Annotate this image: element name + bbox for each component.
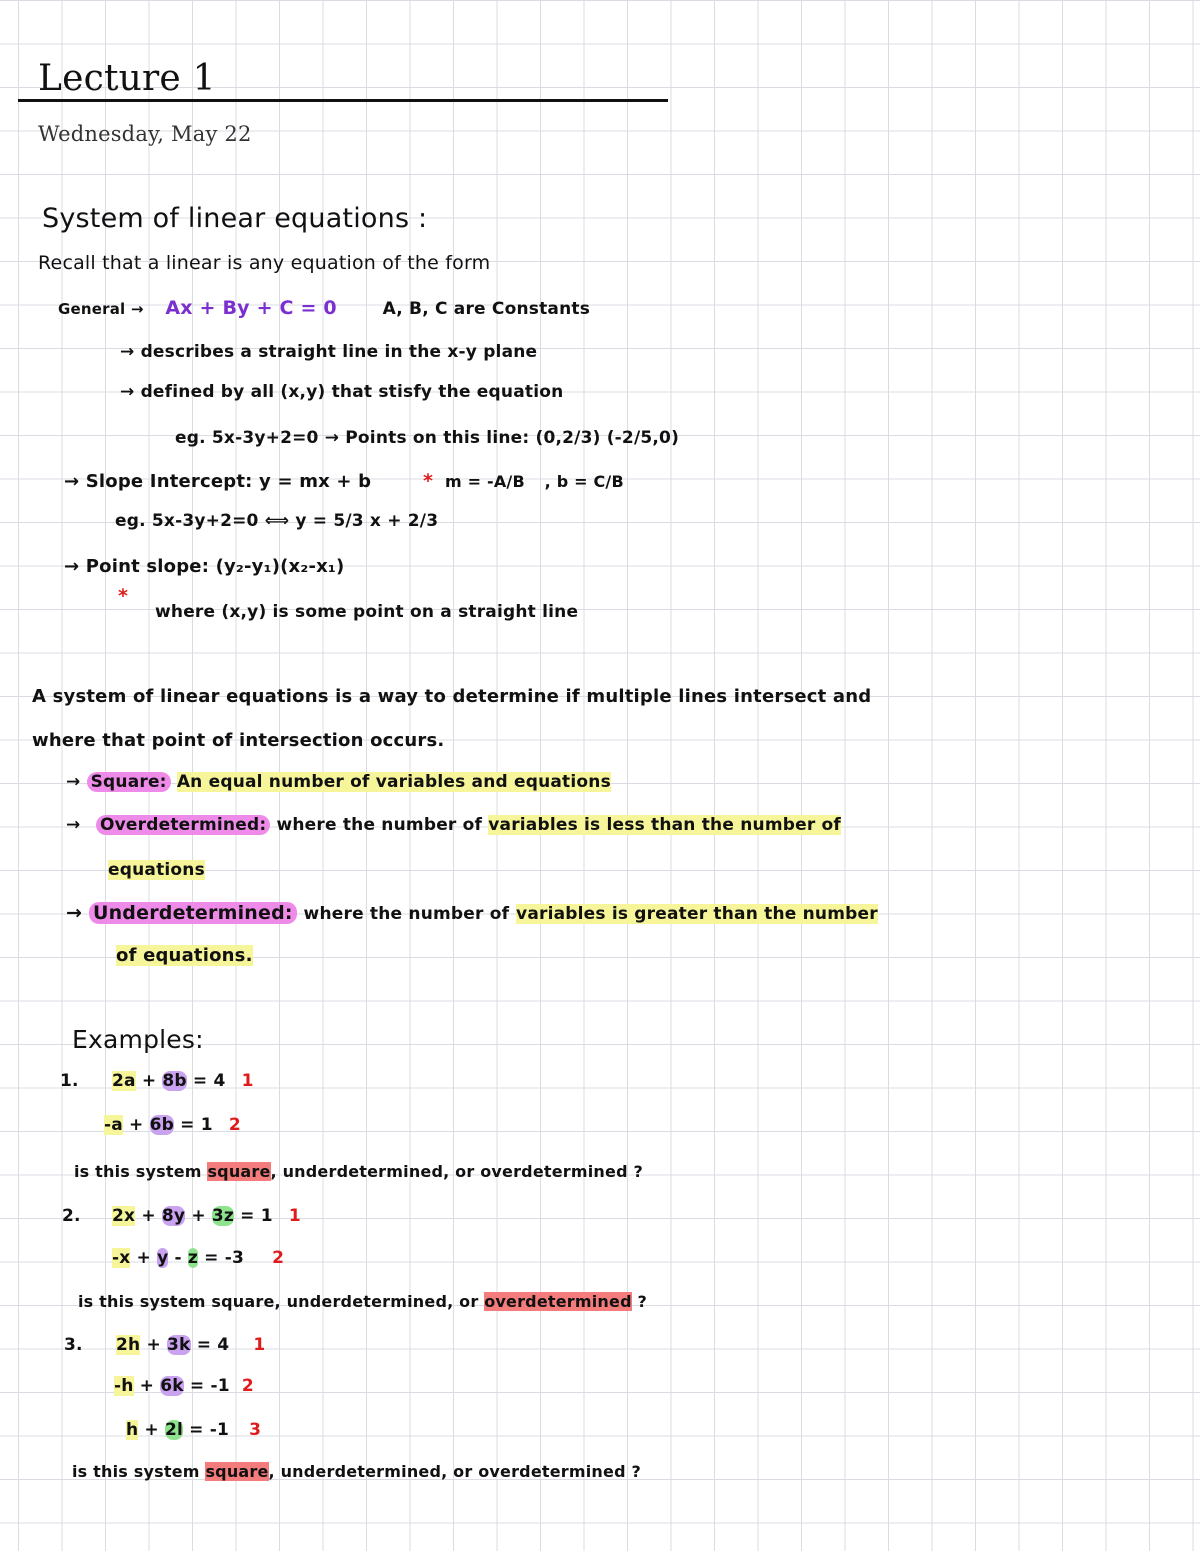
arrow-icon: → <box>66 902 83 924</box>
term: 2l <box>165 1420 184 1440</box>
operator: - <box>168 1248 188 1268</box>
example-2-number: 2. <box>62 1206 81 1226</box>
equation-tag: 3 <box>249 1420 262 1440</box>
general-form-line <box>58 297 590 319</box>
example-2-question <box>78 1292 647 1311</box>
operator: + <box>135 1071 163 1091</box>
example-3-eq-2 <box>114 1376 254 1396</box>
rhs: = -3 <box>198 1248 244 1268</box>
example-3-eq-1 <box>116 1335 265 1355</box>
equation-tag: 2 <box>272 1248 285 1268</box>
where-line: where (x,y) is some point on a straight line <box>155 602 579 622</box>
term: 2x <box>112 1206 136 1226</box>
example-3-number: 3. <box>64 1335 83 1355</box>
overdetermined-label-text: Overdetermined: <box>96 815 270 835</box>
square-definition <box>66 772 611 792</box>
slope-intercept-line <box>64 470 624 492</box>
example-3-eq-3 <box>126 1420 261 1440</box>
rhs: = 1 <box>174 1115 213 1135</box>
term: -x <box>112 1248 131 1268</box>
example-2-eq-2 <box>112 1248 284 1268</box>
equation-tag: 2 <box>228 1115 241 1135</box>
recall-line: Recall that a linear is any equation of the form <box>38 252 491 274</box>
operator: + <box>185 1206 212 1226</box>
example-slope-line: eg. 5x-3y+2=0 ⟺ y = 5/3 x + 2/3 <box>115 511 439 531</box>
underdetermined-text-c: of equations. <box>116 945 253 966</box>
question-text: ? <box>631 1292 647 1311</box>
overdetermined-text-a: where the number of <box>276 815 483 835</box>
rhs: = 4 <box>190 1335 230 1355</box>
answer-highlight: square <box>207 1162 271 1181</box>
term: 8y <box>161 1206 186 1226</box>
underdetermined-text-b: variables is greater than the number <box>516 904 878 924</box>
term: 2a <box>112 1071 136 1091</box>
examples-heading: Examples: <box>72 1025 204 1054</box>
equation-tag: 1 <box>288 1206 301 1226</box>
system-intro-line-1: A system of linear equations is a way to determine if multiple lines intersect and <box>32 686 872 707</box>
underdetermined-label: Underdetermined: <box>89 902 297 924</box>
example-1-eq-1 <box>112 1071 254 1091</box>
underdetermined-definition <box>66 902 878 924</box>
term: -h <box>114 1376 134 1396</box>
square-label: Square: <box>87 772 171 792</box>
equation-tag: 1 <box>241 1071 254 1091</box>
term: 3z <box>211 1206 235 1226</box>
term: z <box>187 1248 199 1268</box>
term: 6b <box>149 1115 175 1135</box>
title-underline <box>18 99 668 102</box>
term: -a <box>104 1115 123 1135</box>
arrow-icon: → <box>66 815 81 835</box>
square-text: An equal number of variables and equations <box>176 772 611 792</box>
constants-note: A, B, C are Constants <box>382 299 591 319</box>
equation-tag: 1 <box>253 1335 266 1355</box>
answer-highlight: square <box>205 1462 269 1481</box>
general-label: General → <box>58 300 144 318</box>
example-1-question <box>74 1162 643 1181</box>
example-points-line: eg. 5x-3y+2=0 → Points on this line: (0,2/3) (-2/5,0) <box>175 428 680 448</box>
term: y <box>157 1248 169 1268</box>
b-formula: , b = C/B <box>544 472 624 491</box>
overdetermined-line <box>96 815 841 835</box>
point-slope-line: → Point slope: (y₂-y₁)(x₂-x₁) <box>64 556 345 577</box>
question-text: is this system square, underdetermined, or <box>78 1292 479 1311</box>
m-formula: m = -A/B <box>444 472 525 491</box>
question-text: is this system <box>74 1162 202 1181</box>
rhs: = 4 <box>186 1071 226 1091</box>
operator: + <box>140 1335 168 1355</box>
example-2-eq-1 <box>112 1206 301 1226</box>
rhs: = 1 <box>234 1206 273 1226</box>
page-title: Lecture 1 <box>38 58 216 99</box>
rhs: = -1 <box>183 1376 230 1396</box>
page-date: Wednesday, May 22 <box>38 122 252 146</box>
star-icon: * <box>423 470 434 492</box>
section-heading-systems: System of linear equations : <box>42 203 428 234</box>
operator: + <box>138 1420 165 1440</box>
example-1-eq-2 <box>104 1115 241 1135</box>
slope-intercept-text: → Slope Intercept: y = mx + b <box>64 471 372 492</box>
defined-line: → defined by all (x,y) that stisfy the equation <box>120 382 564 402</box>
operator: + <box>133 1376 161 1396</box>
underdetermined-text-a: where the number of <box>303 904 510 924</box>
operator: + <box>135 1206 162 1226</box>
question-text: is this system <box>72 1462 200 1481</box>
example-1-number: 1. <box>60 1071 79 1091</box>
question-text: , underdetermined, or overdetermined ? <box>270 1162 643 1181</box>
arrow-icon: → <box>66 772 81 792</box>
term: 8b <box>162 1071 187 1091</box>
term: 3k <box>167 1335 191 1355</box>
question-text: , underdetermined, or overdetermined ? <box>268 1462 641 1481</box>
star-icon: * <box>118 585 129 607</box>
overdetermined-text-c: equations <box>108 860 205 880</box>
answer-highlight: overdetermined <box>484 1292 632 1311</box>
system-intro-line-2: where that point of intersection occurs. <box>32 730 445 751</box>
operator: + <box>130 1248 158 1268</box>
term: 6k <box>160 1376 184 1396</box>
overdetermined-text-b: variables is less than the number of <box>488 815 842 835</box>
general-equation: Ax + By + C = 0 <box>165 297 337 319</box>
rhs: = -1 <box>183 1420 230 1440</box>
equation-tag: 2 <box>241 1376 254 1396</box>
operator: + <box>122 1115 150 1135</box>
term: h <box>126 1420 139 1440</box>
describes-line: → describes a straight line in the x-y plane <box>120 342 538 362</box>
overdetermined-definition <box>66 815 80 835</box>
example-3-question <box>72 1462 641 1481</box>
term: 2h <box>116 1335 141 1355</box>
